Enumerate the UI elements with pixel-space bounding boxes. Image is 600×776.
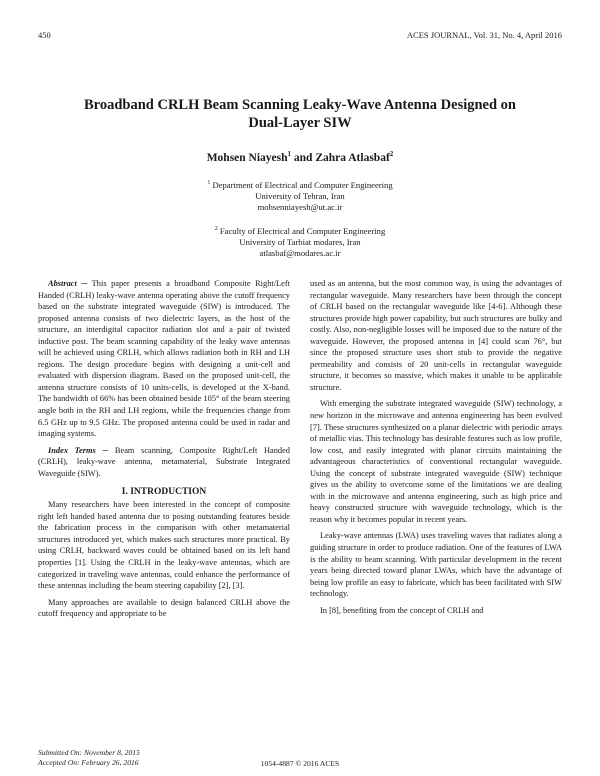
affiliation-university: University of Tehran, Iran: [255, 190, 345, 201]
right-column: [310, 278, 562, 616]
paragraph: Leaky-wave antennas (LWA) uses traveling waves that radiates along a guiding structure in order to produce radiation. One of the features of LWA is the ability to beam scanning. With particular development in the recent years being directed toward planar LWAs, which have the advantage of being low profile an easy to fabricate, which has been facilitated with SIW technology.: [310, 531, 562, 599]
index-terms: [38, 445, 290, 480]
index-terms-text: Beam scanning, Composite Right/Left Handed (CRLH), leaky-wave antenna, metamaterial, Substrate Integrated Waveguide (SIW).: [38, 445, 290, 478]
accepted-date: Accepted On: February 26, 2016: [38, 757, 139, 767]
paper-title: Broadband CRLH Beam Scanning Leaky-Wave Antenna Designed on Dual-Layer SIW: [84, 97, 516, 131]
author-list: [0, 150, 600, 164]
index-terms-label: Index Terms ─: [48, 445, 109, 455]
affiliation-university: University of Tarbiat modares, Iran: [239, 236, 361, 247]
affiliation-email: atlasbaf@modares.ac.ir: [259, 247, 341, 258]
submitted-date: Submitted On: November 8, 2015: [38, 748, 140, 757]
affiliation-department: Department of Electrical and Computer Engineering: [212, 180, 393, 190]
affiliation-mark: 1: [207, 180, 211, 186]
copyright: 1054-4887 © 2016 ACES: [260, 759, 340, 768]
author-name: Zahra Atlasbaf: [315, 152, 390, 164]
abstract-text: This paper presents a broadband Composite Right/Left Handed (CRLH) leaky-wave antenna operating above the cutoff frequency based on the substrate integrated waveguide (SIW) is introduced. The proposed antenna consists of two dielectric layers, as the host of the structure, an interdigital capacitor radiation slot and a pair of twisted inductive post. The beam scanning capability of the leaky wave antennas will be achieved using CRLH, which allows radiation both in RH and LH regions. The design procedure begins with designing a unit-cell and evaluated with dispersion diagram. Based on the proposed unit-cell, the antenna structure consists of 10 units-cells, is developed at the X-band. The bandwidth of 66% has been obtained beside 105° of the beam steering angle both in the RH and LH regions, while the frequencies change from 6.5 GHz up to 9.5 GHz. The proposed antenna could be used in radar and imaging systems.: [38, 279, 290, 439]
author-joiner: and: [291, 152, 316, 164]
author-name: Mohsen Niayesh: [206, 152, 288, 164]
abstract-label: Abstract ─: [48, 279, 88, 288]
page-number: 450: [38, 30, 51, 40]
paragraph: used as an antenna, but the most common way, is using the advantages of rectangular waveguide. Many researchers have been through the concept of CRLH based on the rectangular waveguide like [4-6]. Although these structures provide high power capability, but such structures are bulky and costly. Also, non-negligible losses will be imposed due to the nature of the waveguide. However, the proposed antenna in [4] could scan 76°, but since the proposed structure uses short stub to provide the negative permeability and consists of 20 unit-cells in rectangular waveguide structure, it becomes so massive, which makes it unable to be applicable structure.: [310, 279, 562, 392]
affiliation-1: [0, 178, 600, 212]
affiliation-department: Faculty of Electrical and Computer Engineering: [219, 226, 386, 236]
paragraph: Many researchers have been interested in the concept of composite right left handed based antenna due to posing outstanding features beside the fabrication process in the comparison with other metamaterial structures introduced yet, which makes such structures more practical. By using CRLH, backward waves could be obtained based on its left hand properties [1]. Using the CRLH in the leaky-wave antennas, which are categorized in traveling wave antennas, could enhance the performance of these antennas including the beam steering capability [2], [3].: [38, 500, 290, 591]
paragraph: With emerging the substrate integrated waveguide (SIW) technology, a new horizon in the microwave and antenna engineering has been evolved [7]. These structures synthesized on a planar dielectric with periodic arrays of metallic vias. This technology has desirable features such as low profile, low cost, and easily integrated with planar circuits maintaining the advantageous characteristics of conventional rectangular waveguide. Using the concept of substrate integrated waveguide (SIW) technique gives us the ability to overcome some of the limitations we are dealing with in the microwave and antenna engineering, such as high price and heavy constructed structure with waveguide technology, which is the reason why it becomes popular in recent years.: [310, 399, 562, 524]
affiliation-email: mohsenniayesh@ut.ac.ir: [257, 201, 343, 212]
paragraph: In [8], benefiting from the concept of CRLH and: [320, 605, 484, 615]
affiliation-2: [0, 224, 600, 258]
paragraph: Many approaches are available to design balanced CRLH above the cutoff frequency and appropriate to be: [38, 597, 290, 619]
journal-header: ACES JOURNAL, Vol. 31, No. 4, April 2016: [406, 30, 562, 40]
left-column: [38, 278, 290, 620]
author-affiliation-mark: 1: [287, 150, 292, 158]
author-affiliation-mark: 2: [389, 150, 394, 158]
abstract: [38, 278, 290, 440]
section-heading: I. INTRODUCTION: [121, 487, 207, 498]
affiliation-mark: 2: [214, 226, 218, 232]
